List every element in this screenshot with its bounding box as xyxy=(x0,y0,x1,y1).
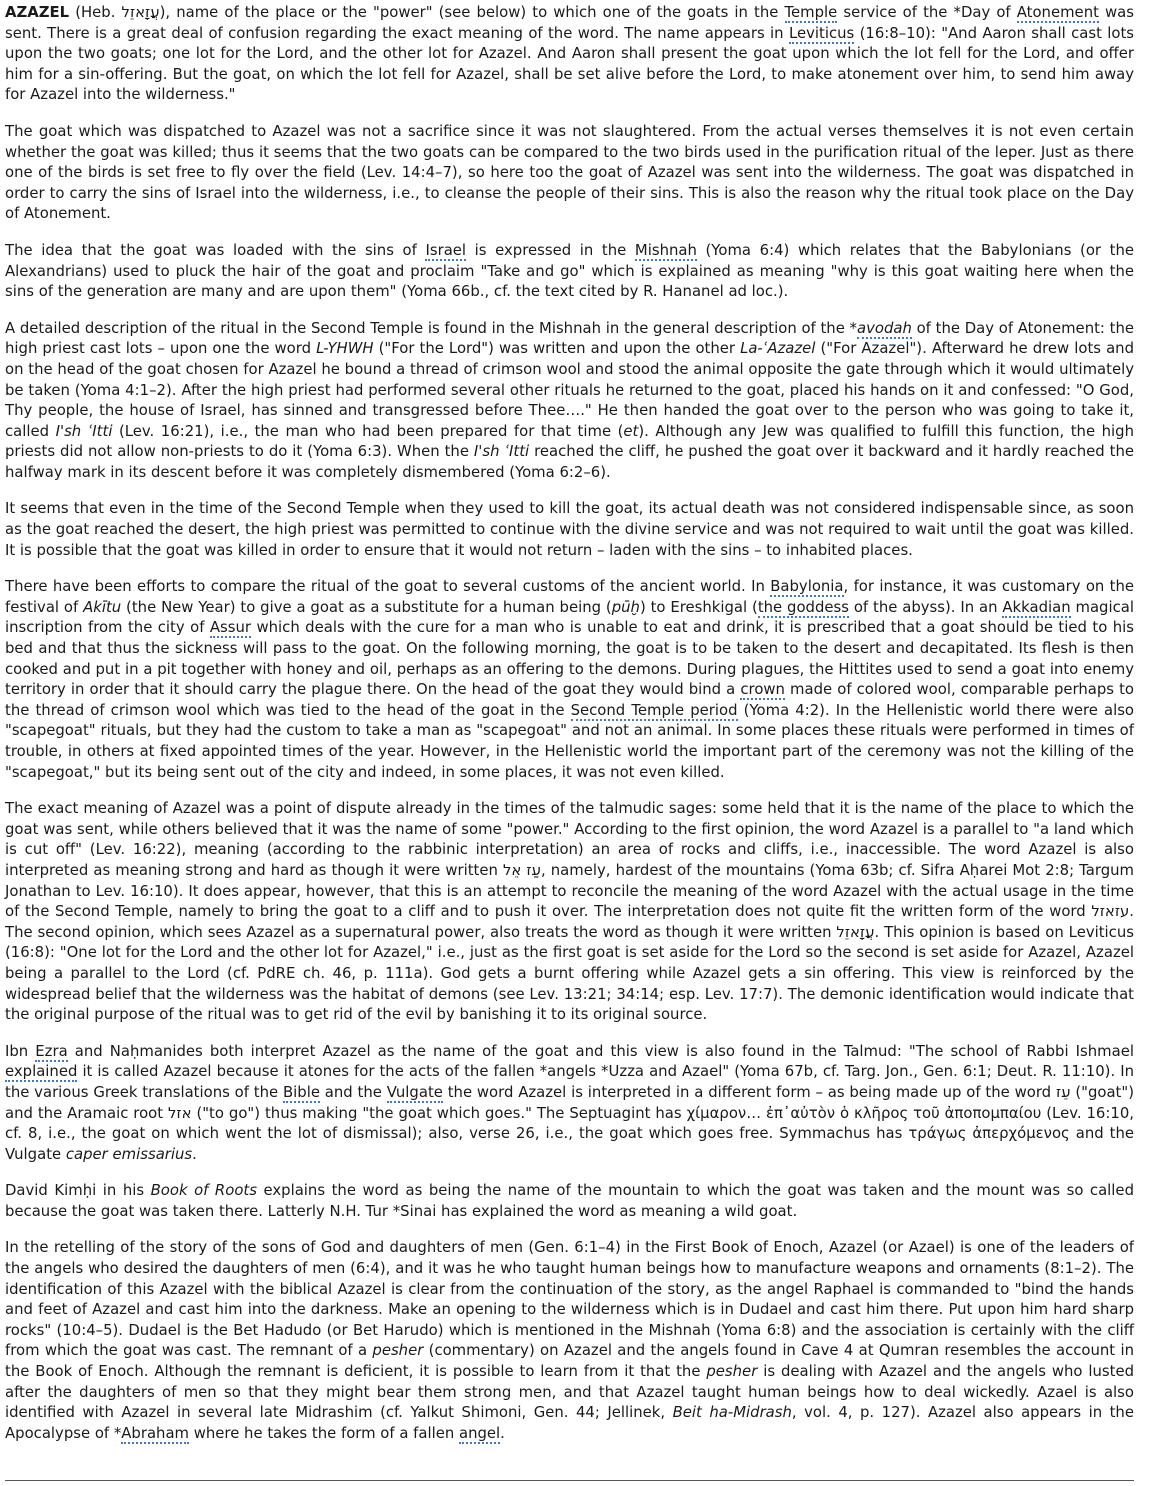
text-run: ("For Azazel"). Afterward he drew lots and on the head of the goat chosen for Azazel he bound a thread of crimson wool and stood the animal opposite the gate through which it would ultimately be taken (Yoma 4:1–2). After the high priest had performed several other rituals he returned to the goat, placed his hands on it and confessed: "O God, Thy people, the house of Israel, has sinned and transgressed before Thee…." He then handed the goat over to the person who was going to take it, called xyxy=(5,339,1134,440)
article-paragraph xyxy=(5,576,1134,782)
text-run: is dealing with Azazel and the angels who lusted after the daughters of men so that they might bear them strong men, and that Azazel taught human beings how to deal wickedly. Azael is also identified with Azazel in several late Midrashim (cf. Yalkut Shimoni, Gen. 44; Jellinek, xyxy=(5,1362,1134,1422)
text-run: (Lev. 16:21), i.e., the man who had been prepared for that time ( xyxy=(112,421,624,440)
text-run: (commentary) on Azazel and the angels found in Cave 4 at Qumran resembles the account in the Book of Enoch. Although the remnant is deficient, it is possible to learn from it that the xyxy=(5,1341,1134,1381)
italic-term: Beit ha-Midrash xyxy=(672,1403,792,1422)
text-run: the word Azazel is interpreted in a different form – as being made up of the word עֵז ("goat") and the Aramaic root אזל ("to go") thus making "the goat which goes." The Septuagint has χίμαρον… ἐπ᾽αὐτὸν ὁ κλῆρος τοῦ ἀποπομπαίου (Lev. 16:10, cf. 8, i.e., the goat on which went the lot of dismissal); also, verse 26, i.e., the goat which goes free. Symmachus has τράγως ἀπερχόμενος and the Vulgate xyxy=(5,1082,1134,1163)
text-run: reached the cliff, he pushed the goat over it backward and it hardly reached the halfway mark in its descent before it was completely dismembered (Yoma 6:2–6). xyxy=(5,442,1134,481)
bottom-divider xyxy=(5,1480,1134,1481)
italic-term: et xyxy=(623,421,639,440)
text-run: (Yoma 4:2). In the Hellenistic world there were also "scapegoat" rituals, but they had the custom to take a man as "scapegoat" and not an animal. In some places these rituals were performed in times of trouble, in others at fixed appointed times of the year. However, in the Hellenistic world the important part of the ceremony was not the killing of the "scapegoat," but its being sent out of the city and indeed, in some places, it was not even killed. xyxy=(5,700,1135,781)
text-run: is expressed in the xyxy=(466,240,635,259)
text-run: The idea that the goat was loaded with the sins of xyxy=(5,240,426,259)
text-run: explains the word as being the name of the mountain to which the goat was taken and the mount was so called because the goat was taken there. Latterly N.H. Tur *Sinai has explained the word as meaning a wild goat. xyxy=(5,1181,1134,1220)
text-run: of the Day of Atonement: the high priest cast lots – upon one the word xyxy=(5,318,1134,358)
italic-term: pesher xyxy=(372,1341,424,1360)
text-run: which deals with the cure for a man who is unable to eat and drink, it is prescribed that a goat should be tied to his bed and that thus the sickness will pass to the goat. On the following morning, the goat is to be taken to the desert and decapitated. Its flesh is then cooked and put in a pit together with honey and oil, perhaps as an offering to the demons. During plagues, the Hittites used to send a goat into enemy territory in order that it should carry the plague there. On the head of the goat they would bind a xyxy=(5,618,1135,699)
text-run: (Heb. עֲזָאזֵל), name of the place or the "power" (see below) to which one of the goats in the xyxy=(69,3,785,21)
text-run: , for instance, it was customary on the festival of xyxy=(5,577,1135,616)
text-run: was sent. There is a great deal of confusion regarding the exact meaning of the word. The name appears in xyxy=(5,3,1134,42)
article-paragraph xyxy=(5,318,1134,483)
text-run: A detailed description of the ritual in the Second Temple is found in the Mishnah in the general description of the * xyxy=(5,318,857,337)
italic-term: pūḫ xyxy=(611,597,640,616)
italic-term: I'sh ʿItti xyxy=(473,442,530,461)
link-assur[interactable]: Assur xyxy=(209,618,252,637)
link-atonement[interactable]: Atonement xyxy=(1016,3,1099,21)
text-run: . xyxy=(500,1423,505,1442)
text-run: (16:8–10): "And Aaron shall cast lots upon the two goats; one lot for the Lord, and the other lot for Azazel. And Aaron shall present the goat upon which the lot fell for the Lord, and offer him for a sin-offering. But the goat, on which the lot fell for Azazel, shall be set alive before the Lord, to make atonement over him, to send him away for Azazel into the wilderness." xyxy=(5,23,1135,104)
text-run: There have been efforts to compare the ritual of the goat to several customs of the ancient world. In xyxy=(5,577,771,596)
link-temple[interactable]: Temple xyxy=(784,3,838,21)
entry-headword: AZAZEL xyxy=(5,3,70,21)
link-bible[interactable]: Bible xyxy=(282,1082,320,1101)
italic-term: La-ʿAzazel xyxy=(740,339,816,358)
italic-term: Book of Roots xyxy=(150,1181,257,1200)
article-paragraph xyxy=(5,240,1134,302)
text-run: magical inscription from the city of xyxy=(5,597,1134,637)
italic-term: caper emissarius xyxy=(65,1144,193,1163)
text-run: It seems that even in the time of the Second Temple when they used to kill the goat, its actual death was not considered indispensable since, as soon as the goat reached the desert, the high priest was permitted to continue with the divine service and was not required to wait until the goat was killed. It is possible that the goat was killed in order to ensure that it would not return – laden with the sins – to inhabited places. xyxy=(5,499,1134,559)
text-run: Ibn xyxy=(5,1041,36,1060)
link-second-temple-period[interactable]: Second Temple period xyxy=(570,700,738,719)
text-run: ) to Ereshkigal ( xyxy=(639,597,758,616)
link-abraham[interactable]: Abraham xyxy=(121,1423,190,1442)
article-paragraph xyxy=(5,1041,1134,1165)
text-run: and the xyxy=(319,1082,387,1101)
article-paragraph xyxy=(5,121,1134,224)
text-run: (Yoma 6:4) which relates that the Babylonians (or the Alexandrians) used to pluck the hair of the goat and proclaim "Take and go" which is explained as meaning "why is this goat waiting here when the sins of the generation are many and are upon them" (Yoma 66b., cf. the text cited by R. Hananel ad loc.). xyxy=(5,240,1134,301)
link-babylonia[interactable]: Babylonia xyxy=(770,577,844,596)
text-run: The goat which was dispatched to Azazel was not a sacrifice since it was not slaughtered. From the actual verses themselves it is not even certain whether the goat was killed; thus it seems that the two goats can be compared to the two birds used in the purification ritual of the leper. Just as there one of the birds is set free to fly over the field (Lev. 14:4–7), so here too the goat of Azazel was sent into the wilderness. The goat was dispatched in order to carry the sins of Israel into the wilderness, i.e., to cleanse the people of their sins. This is also the reason why the ritual took place on the Day of Atonement. xyxy=(5,121,1134,223)
italic-term: pesher xyxy=(706,1362,758,1381)
text-run: David Kimḥi in his xyxy=(5,1181,151,1200)
text-run: (the New Year) to give a goat as a substitute for a human being ( xyxy=(121,597,612,616)
text-run: ("For the Lord") was written and upon the other xyxy=(373,339,741,358)
italic-term: Akītu xyxy=(83,597,122,616)
link-vulgate[interactable]: Vulgate xyxy=(386,1082,443,1101)
link-explained[interactable]: explained xyxy=(5,1062,78,1081)
link-leviticus[interactable]: Leviticus xyxy=(788,23,855,42)
link-israel[interactable]: Israel xyxy=(425,240,467,259)
text-run: service of the *Day of xyxy=(837,3,1017,21)
link-ezra[interactable]: Ezra xyxy=(35,1041,68,1060)
text-run: made of colored wool, comparable perhaps to the thread of crimson wool which was tied to the head of the goat in the xyxy=(5,680,1134,719)
text-run: In the retelling of the story of the sons of God and daughters of men (Gen. 6:1–4) in the First Book of Enoch, Azazel (or Azael) is one of the leaders of the angels who desired the daughters of men (6:4), and it was he who taught human beings how to manufacture weapons and ornaments (8:1–2). The identification of this Azazel with the biblical Azazel is clear from the continuation of the story, as the angel Raphael is commanded to "bind the hands and feet of Azazel and cast him into the darkness. Make an opening to the wilderness which is in Dudael and cast him there. Put upon him hard sharp rocks" (10:4–5). Dudael is the Bet Hadudo (or Bet Harudo) which is mentioned in the Mishnah (Yoma 6:8) and the association is certainly with the cliff from which the goat was cast. The remnant of a xyxy=(5,1238,1134,1360)
text-run: The exact meaning of Azazel was a point of dispute already in the times of the talmudic sages: some held that it is the name of the place to which the goat was sent, while others believed that it was the name of some "power." According to the first opinion, the word Azazel is a parallel to "a land which is cut off" (Lev. 16:22), meaning (according to the rabbinic interpretation) an area of rocks and cliffs, i.e., inaccessible. The word Azazel is also interpreted as meaning strong and hard as though it were written עַז אֵל, namely, hardest of the mountains (Yoma 63b; cf. Sifra Aḥarei Mot 2:8; Targum Jonathan to Lev. 16:10). It does appear, however, that this is an attempt to reconcile the meaning of the word Azazel with the actual usage in the time of the Second Temple, namely to bring the goat to a cliff and to push it over. The interpretation does not quite fit the written form of the word עזאזל. The second opinion, which sees Azazel as a supernatural power, also treats the word as though it were written עֲזָאזֵל. This opinion is based on Leviticus (16:8): "One lot for the Lord and the other lot for Azazel," i.e., just as the first goat is set aside for the Lord so the second is set aside for Azazel, Azazel being a parallel to the Lord (cf. PdRE ch. 46, p. 111a). God gets a burnt offering while Azazel gets a sin offering. This view is reinforced by the widespread belief that the wilderness was the habitat of demons (see Lev. 13:21; 34:14; esp. Lev. 17:7). The demonic identification would indicate that the original purpose of the ritual was to get rid of the evil by banishing it to its original source. xyxy=(5,799,1134,1024)
italic-term: I'sh ʿItti xyxy=(55,421,113,440)
article-paragraph xyxy=(5,498,1134,560)
text-run: , vol. 4, p. 127). Azazel also appears in the Apocalypse of * xyxy=(5,1403,1134,1442)
text-run: where he takes the form of a fallen xyxy=(189,1423,459,1442)
text-run: it is called Azazel because it atones for the acts of the fallen *angels *Uzza and Azael" (Yoma 67b, cf. Targ. Jon., Gen. 6:1; Deut. R. 11:10). In the various Greek translations of the xyxy=(5,1062,1134,1101)
link-mishnah[interactable]: Mishnah xyxy=(634,240,697,259)
text-run: of the abyss). In an xyxy=(848,597,1003,616)
link-crown[interactable]: crown xyxy=(740,680,785,699)
link-avodah[interactable]: avodah xyxy=(856,318,912,337)
article-paragraph xyxy=(5,1237,1134,1443)
text-run: ). Although any Jew was qualified to fulfill this function, the high priests did not allow non-priests to do it (Yoma 6:3). When the xyxy=(5,421,1134,461)
link-angel[interactable]: angel xyxy=(458,1423,501,1442)
article-paragraph xyxy=(5,1180,1134,1221)
italic-term: L-YHWH xyxy=(316,339,374,358)
article-paragraph xyxy=(5,2,1134,105)
article-paragraph xyxy=(5,798,1134,1025)
text-run: . xyxy=(192,1144,197,1163)
link-akkadian[interactable]: Akkadian xyxy=(1002,597,1071,616)
link-goddess[interactable]: the goddess xyxy=(757,597,849,616)
text-run: and Naḥmanides both interpret Azazel as the name of the goat and this view is also found in the Talmud: "The school of Rabbi Ishmael xyxy=(67,1041,1134,1060)
